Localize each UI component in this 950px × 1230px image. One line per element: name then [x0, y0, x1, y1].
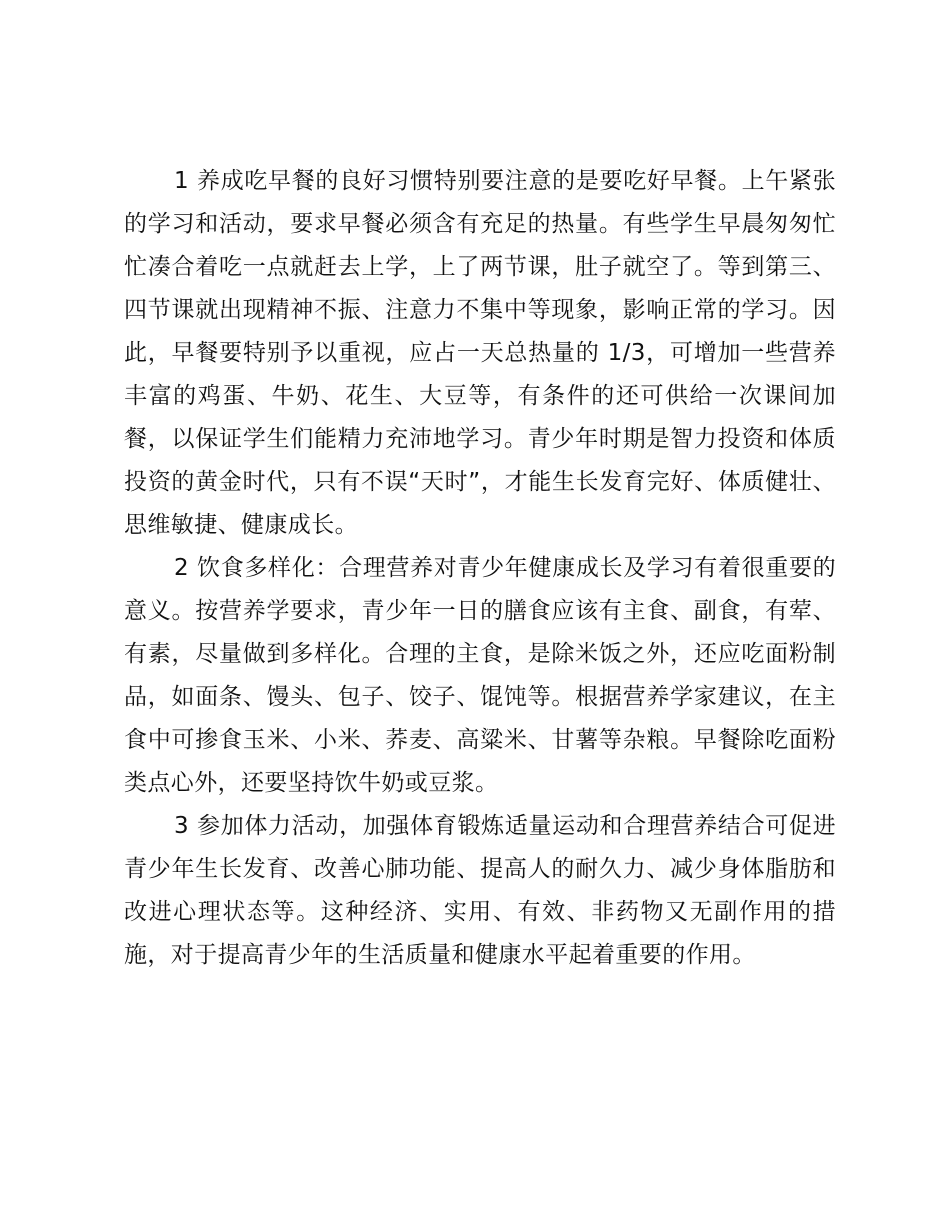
document-body	[124, 160, 836, 977]
paragraph-physical-activity: 3 参加体力活动，加强体育锻炼适量运动和合理营养结合可促进青少年生长发育、改善心肺功能、提高人的耐久力、减少身体脂肪和改进心理状态等。这种经济、实用、有效、非药物又无副作用的措施，对于提高青少年的生活质量和健康水平起着重要的作用。	[124, 813, 836, 968]
paragraph-diet-diversity: 2 饮食多样化：合理营养对青少年健康成长及学习有着很重要的意义。按营养学要求，青少年一日的膳食应该有主食、副食，有荤、有素，尽量做到多样化。合理的主食，是除米饭之外，还应吃面粉制品，如面条、馒头、包子、饺子、馄饨等。根据营养学家建议，在主食中可掺食玉米、小米、荞麦、高粱米、甘薯等杂粮。早餐除吃面粉类点心外，还要坚持饮牛奶或豆浆。	[124, 555, 836, 796]
paragraph-breakfast-habit: 1 养成吃早餐的良好习惯特别要注意的是要吃好早餐。上午紧张的学习和活动，要求早餐必须含有充足的热量。有些学生早晨匆匆忙忙凑合着吃一点就赶去上学，上了两节课，肚子就空了。等到第三、四节课就出现精神不振、注意力不集中等现象，影响正常的学习。因此，早餐要特别予以重视，应占一天总热量的 1/3，可增加一些营养丰富的鸡蛋、牛奶、花生、大豆等，有条件的还可供给一次课间加餐，以保证学生们能精力充沛地学习。青少年时期是智力投资和体质投资的黄金时代，只有不误“天时”，才能生长发育完好、体质健壮、思维敏捷、健康成长。	[124, 168, 836, 538]
